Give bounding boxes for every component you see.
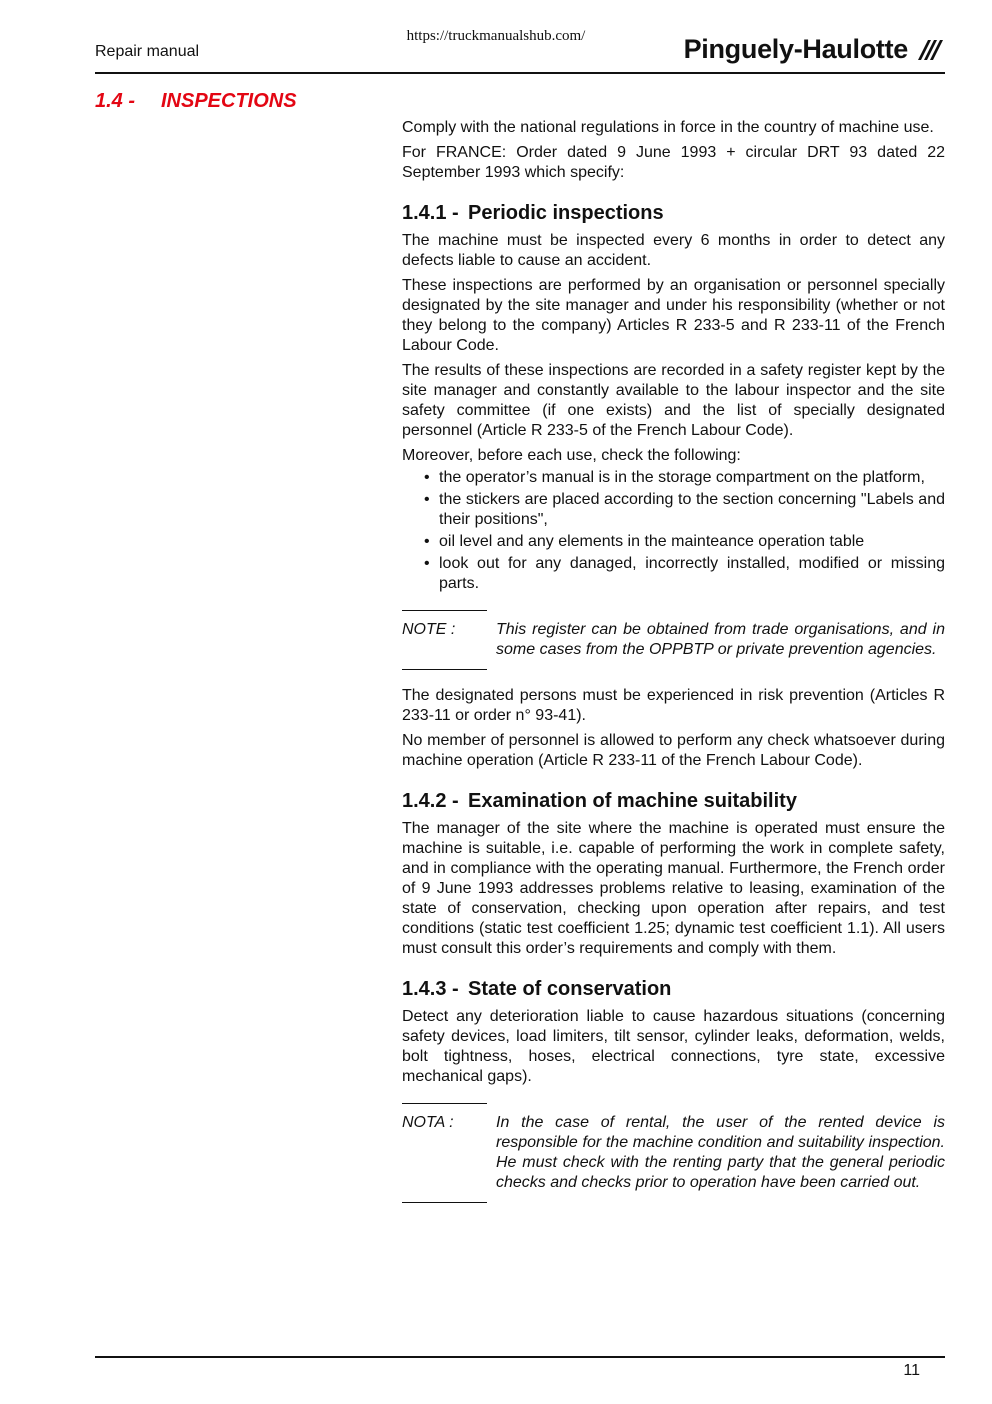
note-text: This register can be obtained from trade organisations, and in some cases from the OPPBTP or private prevention agencies. <box>496 621 945 658</box>
brand-header <box>684 34 944 65</box>
bullet-icon: • <box>424 533 430 550</box>
subsection-title: Examination of machine suitability <box>468 790 797 812</box>
paragraph: The manager of the site where the machine is operated must ensure the machine is suitable, i.e. capable of performing the work in complete safety, and in compliance with the operating manual. Furthermore, the French order of 9 June 1993 addresses problems relative to leasing, examination of the state of conservation, checking upon operation after repairs, and test conditions (static test coefficient 1.25; dynamic test coefficient 1.1). All users must consult this order’s requirements and comply with them. <box>402 820 945 957</box>
list-item-text: the operator’s manual is in the storage compartment on the platform, <box>439 469 925 486</box>
list-item <box>424 468 945 488</box>
intro-paragraph: Comply with the national regulations in force in the country of machine use. <box>402 119 934 136</box>
checklist <box>402 468 945 594</box>
note-label: NOTE : <box>402 621 456 638</box>
nota-block <box>402 1103 945 1203</box>
nota-label: NOTA : <box>402 1114 454 1131</box>
bullet-icon: • <box>424 491 430 508</box>
paragraph: No member of personnel is allowed to perform any check whatsoever during machine operation (Article R 233-11 of the French Labour Code). <box>402 732 945 769</box>
list-item-text: the stickers are placed according to the section concerning "Labels and their positions", <box>439 491 945 528</box>
list-item <box>424 532 945 552</box>
subsection-heading-machine-suitability <box>402 789 945 813</box>
section-heading <box>95 90 297 113</box>
haulotte-stripes-logo-icon <box>916 38 944 62</box>
list-item-text: look out for any danaged, incorrectly installed, modified or missing parts. <box>439 555 945 592</box>
section-title: INSPECTIONS <box>161 90 297 112</box>
subsection-number: 1.4.3 - <box>402 978 459 1000</box>
paragraph: These inspections are performed by an organisation or personnel specially designated by the site manager and under his responsibility (whether or not they belong to the company) Articles R 233-5 and R 233-11 of the French Labour Code. <box>402 277 945 354</box>
subsection-title: Periodic inspections <box>468 202 664 224</box>
subsection-number: 1.4.1 - <box>402 202 459 224</box>
note-block <box>402 610 945 670</box>
paragraph: The results of these inspections are recorded in a safety register kept by the site manager and constantly available to the labour inspector and the site safety committee (if one exists) and the list of specially designated personnel (Article R 233-5 of the French Labour Code). <box>402 362 945 439</box>
list-item <box>424 554 945 594</box>
document-type: Repair manual <box>95 43 200 60</box>
nota-text: In the case of rental, the user of the rented device is responsible for the machine condition and suitability inspection. He must check with the renting party that the general periodic checks and checks prior to operation have been carried out. <box>496 1114 945 1191</box>
list-item <box>424 490 945 530</box>
section-number: 1.4 - <box>95 90 136 112</box>
paragraph: Detect any deterioration liable to cause hazardous situations (concerning safety devices, load limiters, tilt sensor, cylinder leaks, deformation, welds, bolt tightness, hoses, electrical connections, tyre state, excessive mechanical gaps). <box>402 1008 945 1085</box>
bullet-icon: • <box>424 469 430 486</box>
main-content <box>402 118 945 1219</box>
paragraph: The designated persons must be experienced in risk prevention (Articles R 233-11 or order n° 93-41). <box>402 687 945 724</box>
page-number: 11 <box>903 1362 920 1379</box>
paragraph: The machine must be inspected every 6 months in order to detect any defects liable to cause an accident. <box>402 232 945 269</box>
header-divider <box>95 72 945 74</box>
subsection-heading-state-of-conservation <box>402 977 945 1001</box>
subsection-heading-periodic-inspections <box>402 201 945 225</box>
paragraph: Moreover, before each use, check the following: <box>402 447 741 464</box>
subsection-title: State of conservation <box>468 978 672 1000</box>
source-url: https://truckmanualshub.com/ <box>406 28 586 44</box>
brand-name: Pinguely-Haulotte <box>683 34 908 64</box>
intro-paragraph: For FRANCE: Order dated 9 June 1993 + circular DRT 93 dated 22 September 1993 which specify: <box>402 144 945 181</box>
footer-divider <box>95 1356 945 1358</box>
list-item-text: oil level and any elements in the mainteance operation table <box>439 533 865 550</box>
bullet-icon: • <box>424 555 430 572</box>
subsection-number: 1.4.2 - <box>402 790 459 812</box>
